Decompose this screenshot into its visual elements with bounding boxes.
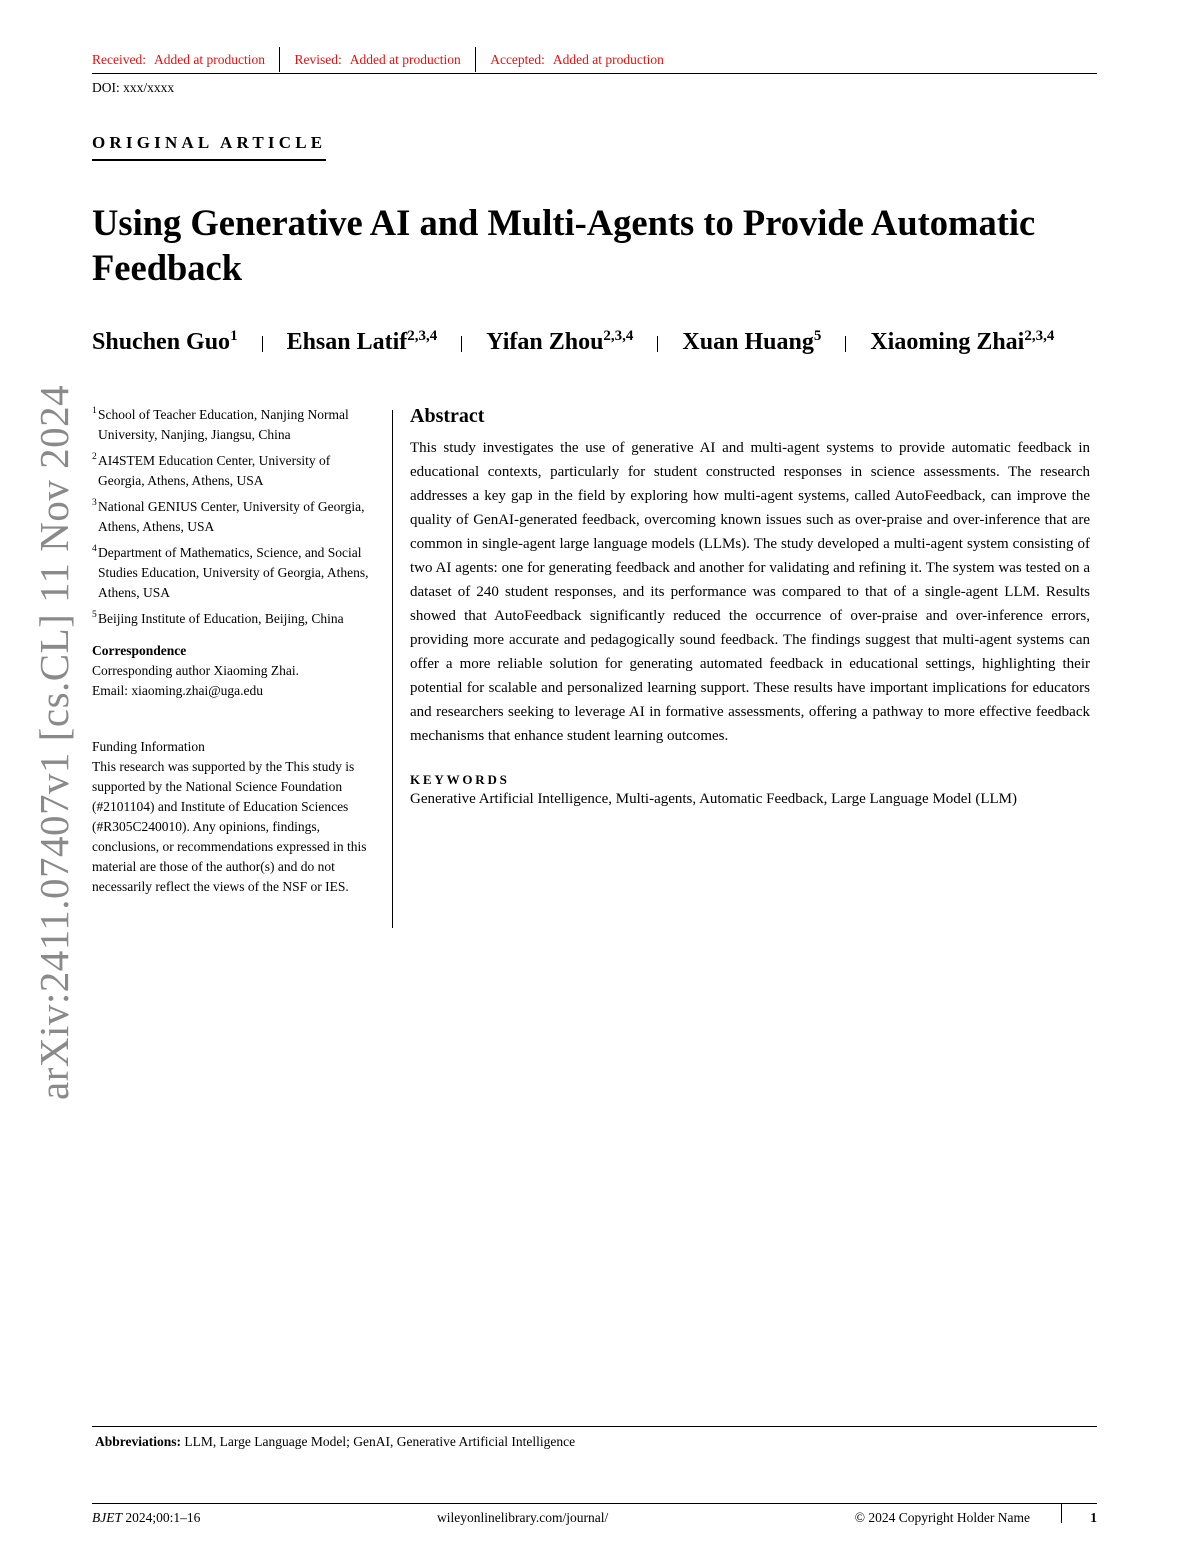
affiliation bbox=[92, 497, 384, 537]
author-name: Xiaoming Zhai bbox=[870, 329, 1025, 355]
title-line-1: Using Generative AI and Multi-Agents to Provide Automatic bbox=[92, 202, 1036, 243]
page-number: 1 bbox=[1090, 1510, 1097, 1525]
history-label: Received: bbox=[92, 52, 146, 67]
history-revised bbox=[294, 47, 460, 72]
history-divider bbox=[279, 47, 281, 72]
author-name: Xuan Huang bbox=[682, 329, 814, 355]
keywords-text: Generative Artificial Intelligence, Multi-agents, Automatic Feedback, Large Language Model (LLM) bbox=[410, 791, 1018, 807]
affiliation-line: Athens, Athens, USA bbox=[98, 519, 215, 534]
author-divider bbox=[262, 336, 263, 352]
author-divider bbox=[461, 336, 462, 352]
affiliation bbox=[92, 451, 384, 491]
correspondence-heading: Correspondence bbox=[92, 643, 187, 658]
funding-line: supported by the National Science Foundation bbox=[92, 779, 343, 794]
abstract-text: This study investigates the use of generative AI and multi-agent systems to provide automatic feedback in educational contexts, particularly for student constructed responses in science assessments. The research addresses a key gap in the field by exploring how multi-agent systems, called AutoFeedback, can improve the quality of GenAI-generated feedback, overcoming known issues such as over-praise and over-inference that are common in single-agent large language models (LLMs). The study developed a multi-agent system consisting of two AI agents: one for generating feedback and another for validating and refining it. The system was tested on a dataset of 240 student responses, and its performance was compared to that of a single-agent LLM. Results showed that AutoFeedback significantly reduced the occurrence of over-praise and over-inference errors, providing more accurate and pedagogically sound feedback. The findings suggest that multi-agent systems can offer a more reliable solution for generating automated feedback in educational settings, highlighting their potential for scalable and personalized learning support. These results have important implications for educators and researchers seeking to leverage AI in formative assessments, offering a pathway to more effective feedback mechanisms that enhance student learning outcomes. bbox=[410, 440, 1090, 744]
affiliation-line: National GENIUS Center, University of Georgia, bbox=[98, 499, 365, 514]
correspondence-author: Corresponding author Xiaoming Zhai. bbox=[92, 663, 299, 678]
affiliation bbox=[92, 543, 384, 603]
funding-line: conclusions, or recommendations expressed in this bbox=[92, 839, 367, 854]
affiliation-number: 5 bbox=[92, 610, 97, 620]
author-list bbox=[92, 328, 1054, 356]
history-value: Added at production bbox=[153, 52, 265, 67]
column-divider bbox=[392, 410, 393, 928]
affiliation-line: AI4STEM Education Center, University of bbox=[98, 453, 331, 468]
abstract-section bbox=[410, 405, 1090, 808]
funding-text bbox=[92, 757, 384, 897]
affiliation bbox=[92, 609, 384, 629]
author-affiliation-marker: 2,3,4 bbox=[603, 328, 634, 344]
history-value: Added at production bbox=[349, 52, 461, 67]
author-name: Yifan Zhou bbox=[486, 329, 604, 355]
abbreviations-label: Abbreviations: bbox=[95, 1434, 182, 1449]
affiliation-line: Department of Mathematics, Science, and Social bbox=[98, 545, 362, 560]
affiliation-number: 4 bbox=[92, 544, 97, 554]
footer-divider bbox=[1061, 1504, 1062, 1523]
author-name: Ehsan Latif bbox=[286, 329, 408, 355]
history-accepted bbox=[490, 47, 664, 72]
author-name: Shuchen Guo bbox=[92, 329, 231, 355]
journal-name: BJET bbox=[92, 1510, 122, 1525]
article-type: ORIGINAL ARTICLE bbox=[92, 133, 326, 161]
affiliation-line: School of Teacher Education, Nanjing Normal bbox=[98, 407, 349, 422]
history-label: Accepted: bbox=[490, 52, 545, 67]
funding-line: (#R305C240010). Any opinions, findings, bbox=[92, 819, 321, 834]
paper-title bbox=[92, 200, 1092, 290]
funding-line: material are those of the author(s) and do not bbox=[92, 859, 335, 874]
author bbox=[870, 328, 1054, 356]
page-footer bbox=[92, 1503, 1097, 1529]
doi: DOI: xxx/xxxx bbox=[92, 80, 175, 95]
history-value: Added at production bbox=[552, 52, 664, 67]
abbreviations-footnote bbox=[92, 1426, 1097, 1450]
author bbox=[486, 328, 633, 356]
affiliation-number: 2 bbox=[92, 452, 97, 462]
correspondence-email: Email: xiaoming.zhai@uga.edu bbox=[92, 683, 264, 698]
journal-url[interactable]: wileyonlinelibrary.com/journal/ bbox=[437, 1510, 609, 1525]
affiliation-line: Athens, USA bbox=[98, 585, 171, 600]
author bbox=[682, 328, 821, 356]
affiliation-number: 1 bbox=[92, 406, 97, 416]
author-affiliation-marker: 1 bbox=[230, 328, 238, 344]
abstract-heading: Abstract bbox=[410, 405, 485, 427]
journal-citation bbox=[92, 1510, 200, 1526]
citation: 2024;00:1–16 bbox=[125, 1510, 201, 1525]
author bbox=[92, 328, 238, 356]
author-affiliation-marker: 5 bbox=[813, 328, 822, 344]
article-history bbox=[92, 47, 1097, 74]
funding-line: (#2101104) and Institute of Education Sciences bbox=[92, 799, 349, 814]
front-matter-sidebar bbox=[92, 405, 384, 897]
author-affiliation-marker: 2,3,4 bbox=[407, 328, 438, 344]
affiliation-line: Beijing Institute of Education, Beijing, China bbox=[98, 611, 344, 626]
affiliation-number: 3 bbox=[92, 498, 97, 508]
title-line-2: Feedback bbox=[92, 247, 243, 288]
abbreviations-text: LLM, Large Language Model; GenAI, Generative Artificial Intelligence bbox=[184, 1434, 576, 1449]
history-label: Revised: bbox=[294, 52, 342, 67]
history-received bbox=[92, 47, 265, 72]
history-divider bbox=[475, 47, 477, 72]
funding-line: necessarily reflect the views of the NSF or IES. bbox=[92, 879, 349, 894]
affiliation-line: University, Nanjing, Jiangsu, China bbox=[98, 427, 291, 442]
funding-line: This research was supported by the This study is bbox=[92, 759, 355, 774]
affiliation-line: Georgia, Athens, Athens, USA bbox=[98, 473, 264, 488]
copyright: © 2024 Copyright Holder Name bbox=[854, 1510, 1030, 1525]
author-divider bbox=[657, 336, 658, 352]
affiliation-line: Studies Education, University of Georgia, Athens, bbox=[98, 565, 369, 580]
affiliation bbox=[92, 405, 384, 445]
keywords-heading: KEYWORDS bbox=[410, 772, 510, 787]
arxiv-stamp: arXiv:2411.07407v1 [cs.CL] 11 Nov 2024 bbox=[31, 384, 77, 1100]
funding-heading: Funding Information bbox=[92, 739, 205, 754]
author-affiliation-marker: 2,3,4 bbox=[1024, 328, 1055, 344]
author bbox=[287, 328, 438, 356]
author-divider bbox=[845, 336, 846, 352]
